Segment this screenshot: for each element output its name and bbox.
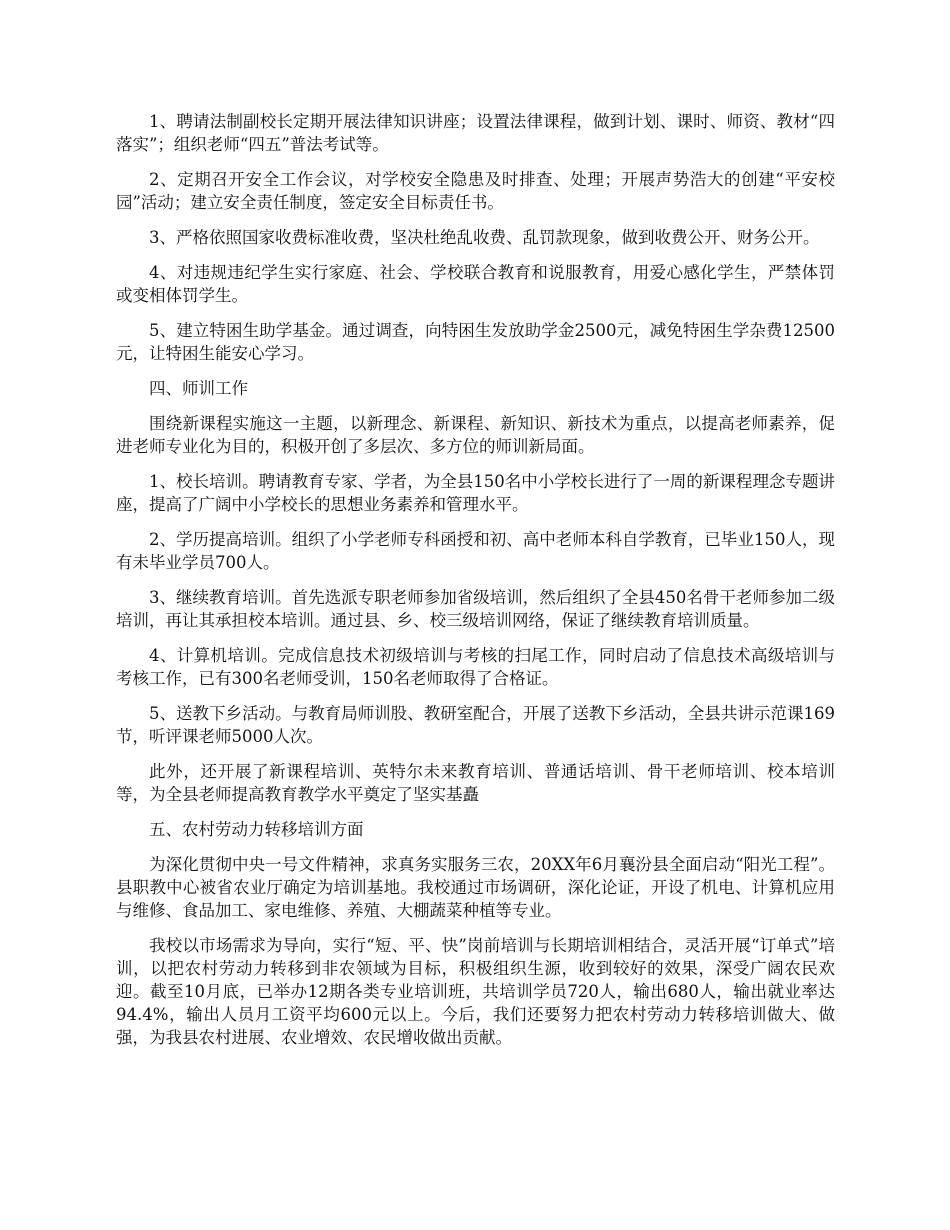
paragraph-safety-meetings: 2、定期召开安全工作会议，对学校安全隐患及时排查、处理；开展声势浩大的创建“平安校园”活动；建立安全责任制度，签定安全目标责任书。 — [116, 170, 835, 212]
paragraph-continuing-education: 3、继续教育培训。首先选派专职老师参加省级培训，然后组织了全县450名骨干老师参加二级培训，再让其承担校本培训。通过县、乡、校三级培训网络，保证了继续教育培训质量。 — [116, 588, 835, 630]
paragraph-other-training: 此外，还开展了新课程培训、英特尔未来教育培训、普通话培训、骨干老师培训、校本培训等，为全县老师提高教育教学水平奠定了坚实基矗 — [116, 762, 835, 804]
section-heading-teacher-training: 四、师训工作 — [149, 379, 248, 398]
paragraph-market-oriented-training: 我校以市场需求为导向，实行“短、平、快”岗前培训与长期培训相结合，灵活开展“订单式”培训，以把农村劳动力转移到非农领域为目标，积极组织生源，收到较好的效果，深受广阔农民欢迎。截至10月底，已举办12期各类专业培训班，共培训学员720人，输出680人，输出就业率达94.4%，输出人员月工资平均600元以上。今后，我们还要努力把农村劳动力转移培训做大、做强，为我县农村进展、农业增效、农民增收做出贡献。 — [116, 936, 835, 1047]
paragraph-aid-fund: 5、建立特困生助学基金。通过调查，向特困生发放助学金2500元，减免特困生学杂费12500元，让特困生能安心学习。 — [116, 321, 835, 363]
paragraph-degree-training: 2、学历提高培训。组织了小学老师专科函授和初、高中老师本科自学教育，已毕业150人，现有未毕业学员700人。 — [116, 530, 835, 572]
paragraph-sunshine-project: 为深化贯彻中央一号文件精神，求真务实服务三农，20XX年6月襄汾县全面启动“阳光工程”。县职教中心被省农业厅确定为培训基地。我校通过市场调研，深化论证，开设了机电、计算机应用与维修、食品加工、家电维修、养殖、大棚蔬菜种植等专业。 — [116, 855, 835, 920]
paragraph-training-overview: 围绕新课程实施这一主题，以新理念、新课程、新知识、新技术为重点，以提高老师素养，促进老师专业化为目的，积极开创了多层次、多方位的师训新局面。 — [116, 414, 835, 456]
paragraph-student-discipline: 4、对违规违纪学生实行家庭、社会、学校联合教育和说服教育，用爱心感化学生，严禁体罚或变相体罚学生。 — [116, 263, 835, 305]
paragraph-fee-standards: 3、严格依照国家收费标准收费，坚决杜绝乱收费、乱罚款现象，做到收费公开、财务公开。 — [149, 228, 820, 247]
paragraph-rural-teaching: 5、送教下乡活动。与教育局师训股、教研室配合，开展了送教下乡活动，全县共讲示范课169节，听评课老师5000人次。 — [116, 704, 835, 746]
paragraph-legal-education: 1、聘请法制副校长定期开展法律知识讲座；设置法律课程，做到计划、课时、师资、教材“四落实”；组织老师“四五”普法考试等。 — [116, 112, 835, 154]
section-heading-rural-labor: 五、农村劳动力转移培训方面 — [149, 820, 364, 839]
paragraph-computer-training: 4、计算机培训。完成信息技术初级培训与考核的扫尾工作，同时启动了信息技术高级培训与考核工作，已有300名老师受训，150名老师取得了合格证。 — [116, 646, 835, 688]
paragraph-principal-training: 1、校长培训。聘请教育专家、学者，为全县150名中小学校长进行了一周的新课程理念专题讲座，提高了广阔中小学校长的思想业务素养和管理水平。 — [116, 472, 835, 514]
